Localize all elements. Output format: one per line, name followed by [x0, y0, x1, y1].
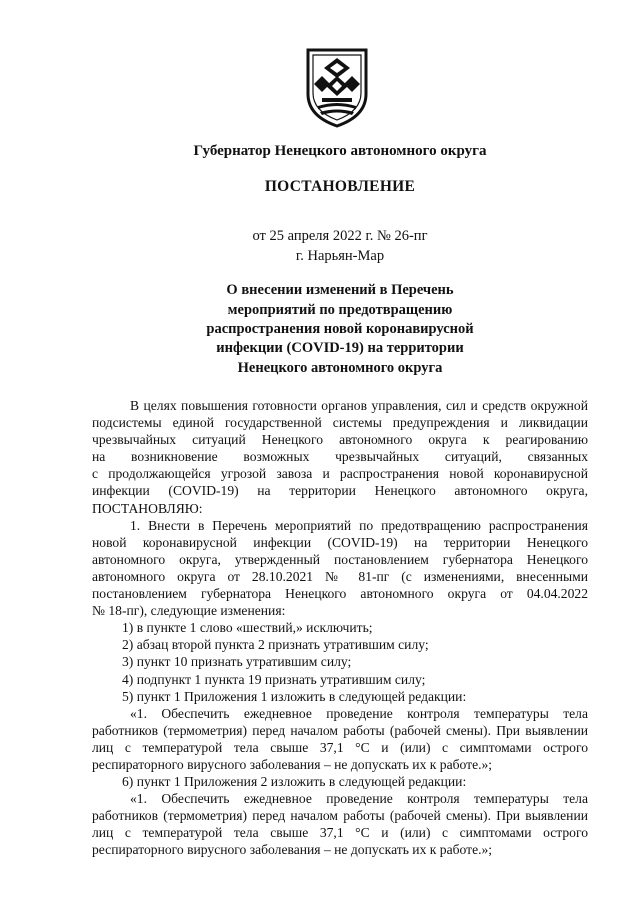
issuer-heading: Губернатор Ненецкого автономного округа [193, 143, 487, 159]
document-title-line: инфекции (COVID-19) на территории [216, 340, 464, 356]
body-line: на возникновение возможных чрезвычайных ситуаций, связанных [92, 449, 588, 465]
body-line: лиц с температурой тела свыше 37,1 °С и (или) с симптомами острого [92, 825, 588, 841]
body-line: 1. Внести в Перечень мероприятий по предотвращению распространения [130, 517, 588, 533]
body-line: 2) абзац второй пункта 2 признать утратившим силу; [122, 637, 429, 653]
document-city: г. Нарьян-Мар [295, 248, 385, 264]
body-line: респираторного вирусного заболевания – не допускать их к работе.»; [92, 842, 493, 858]
nenets-coat-of-arms-icon [302, 46, 372, 128]
body-line: 6) пункт 1 Приложения 2 изложить в следующей редакции: [122, 774, 467, 790]
body-line: 1) в пункте 1 слово «шествий,» исключить; [122, 620, 373, 636]
document-date-number: от 25 апреля 2022 г. № 26-пг [252, 228, 428, 244]
body-line: автономного округа, утвержденный постановлением губернатора Ненецкого [92, 551, 588, 567]
body-line: 5) пункт 1 Приложения 1 изложить в следующей редакции: [122, 688, 467, 704]
body-line: новой коронавирусной инфекции (COVID-19) на территории Ненецкого [92, 534, 588, 550]
document-title-line: мероприятий по предотвращению [227, 302, 453, 318]
body-line: лиц с температурой тела свыше 37,1 °С и (или) с симптомами острого [92, 739, 588, 755]
document-title-line: распространения новой коронавирусной [206, 321, 474, 337]
body-line: ПОСТАНОВЛЯЮ: [92, 500, 203, 516]
document-body [92, 397, 588, 859]
body-line: «1. Обеспечить ежедневное проведение контроля температуры тела [130, 791, 588, 807]
body-line: В целях повышения готовности органов управления, сил и средств окружной [130, 398, 588, 413]
body-line: работников (термометрия) перед началом работы (рабочей смены). При выявлении [92, 722, 588, 738]
body-line: инфекции (COVID-19) на территории Ненецкого автономного округа, [92, 483, 588, 499]
body-line: № 18-пг), следующие изменения: [92, 603, 286, 619]
body-line: подсистемы единой государственной системы предупреждения и ликвидации [92, 415, 588, 431]
document-type: ПОСТАНОВЛЕНИЕ [264, 178, 416, 195]
body-line: «1. Обеспечить ежедневное проведение контроля температуры тела [130, 705, 588, 721]
document-title-line: О внесении изменений в Перечень [226, 282, 454, 298]
body-line: с продолжающейся угрозой завоза и распространения новой коронавирусной [92, 466, 588, 482]
body-line: постановлением губернатора Ненецкого автономного округа от 04.04.2022 [92, 586, 588, 602]
body-line: работников (термометрия) перед началом работы (рабочей смены). При выявлении [92, 808, 588, 824]
body-line: автономного округа от 28.10.2021 № 81-пг (с изменениями, внесенными [92, 568, 588, 584]
body-line: 4) подпункт 1 пункта 19 признать утратившим силу; [122, 671, 426, 687]
body-line: респираторного вирусного заболевания – не допускать их к работе.»; [92, 756, 493, 772]
body-line: 3) пункт 10 признать утратившим силу; [122, 654, 352, 670]
document-title-line: Ненецкого автономного округа [237, 360, 443, 376]
body-line: чрезвычайных ситуаций Ненецкого автономного округа к реагированию [92, 432, 588, 448]
